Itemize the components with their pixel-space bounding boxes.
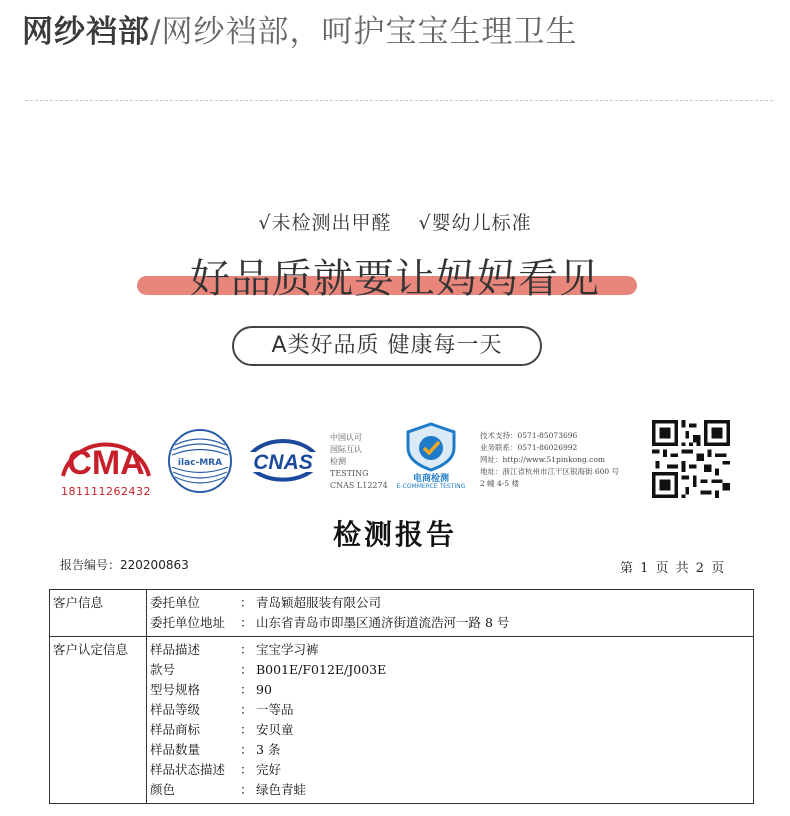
table-row xyxy=(50,590,754,637)
sample-section-label: 客户认定信息 xyxy=(50,637,147,804)
accred-line: CNAS L12274 xyxy=(330,481,388,490)
field-value: 3 条 xyxy=(256,742,281,757)
check-formaldehyde: √未检测出甲醛 xyxy=(258,212,392,234)
field-key: 样品描述 xyxy=(150,642,201,657)
field-row xyxy=(150,780,750,800)
header-subtitle: 网纱裆部，呵护宝宝生理卫生 xyxy=(161,14,578,50)
field-value: 青岛颖超服装有限公司 xyxy=(256,595,382,610)
certification-logos xyxy=(0,420,790,500)
check-infant-standard: √婴幼儿标准 xyxy=(418,212,532,234)
shield-check-icon xyxy=(398,422,464,472)
field-colon: ： xyxy=(240,782,253,797)
accred-line: TESTING xyxy=(330,469,369,478)
field-row xyxy=(150,760,750,780)
accred-line: 中国认可 xyxy=(330,433,362,442)
field-row xyxy=(150,740,750,760)
field-value: 宝宝学习裤 xyxy=(256,642,319,657)
field-row xyxy=(150,660,750,680)
field-key: 委托单位地址 xyxy=(150,615,226,630)
field-key: 样品商标 xyxy=(150,722,201,737)
report-table xyxy=(49,589,754,804)
field-key: 样品数量 xyxy=(150,742,201,757)
contact-line: 网址：http://www.51pinkong.com xyxy=(480,455,605,464)
field-value: 一等品 xyxy=(256,702,294,717)
field-key: 委托单位 xyxy=(150,595,201,610)
field-colon: ： xyxy=(240,702,253,717)
field-colon: ： xyxy=(240,682,253,697)
field-value: 山东省青岛市即墨区通济街道流浩河一路 8 号 xyxy=(256,615,510,630)
contact-line: 技术支持：0571-85073696 xyxy=(480,431,578,440)
accred-line: 国际互认 xyxy=(330,445,362,454)
field-row xyxy=(150,640,750,660)
cma-emblem-icon xyxy=(55,430,157,482)
field-key: 款号 xyxy=(150,662,176,677)
field-row xyxy=(150,700,750,720)
report-number-value: 220200863 xyxy=(120,558,189,572)
quality-pill: A类好品质 健康每一天 xyxy=(232,326,542,366)
ilac-mra-icon xyxy=(167,428,233,494)
report-title: 检测报告 xyxy=(332,518,457,551)
report-number xyxy=(60,556,189,573)
table-row xyxy=(50,637,754,804)
field-value: 绿色青蛙 xyxy=(256,782,307,797)
cma-text: CMA xyxy=(67,444,145,482)
header-separator: / xyxy=(150,14,162,50)
qr-code-icon xyxy=(652,420,730,498)
sample-fields xyxy=(147,637,754,804)
field-row xyxy=(150,720,750,740)
field-colon: ： xyxy=(240,595,253,610)
field-value: 完好 xyxy=(256,762,282,777)
contact-line: 业务联系：0571-86026992 xyxy=(480,443,578,452)
field-row xyxy=(150,680,750,700)
header-bold-text: 网纱裆部 xyxy=(22,14,150,50)
contact-info xyxy=(480,430,619,490)
field-value: 90 xyxy=(256,682,272,697)
client-fields xyxy=(147,590,754,637)
accred-line: 检测 xyxy=(330,457,346,466)
field-row xyxy=(150,593,750,613)
cma-logo xyxy=(55,430,157,498)
field-colon: ： xyxy=(240,615,253,630)
field-colon: ： xyxy=(240,662,253,677)
field-value: B001E/F012E/J003E xyxy=(256,662,387,677)
feature-checks xyxy=(0,208,790,235)
field-key: 样品等级 xyxy=(150,702,201,717)
ilac-text: ilac-MRA xyxy=(177,458,223,468)
cnas-icon xyxy=(243,430,323,490)
page-header xyxy=(22,6,577,51)
page-indicator: 第 1 页 共 2 页 xyxy=(620,561,725,576)
cma-number: 181111262432 xyxy=(61,485,151,498)
field-colon: ： xyxy=(240,762,253,777)
dashed-divider xyxy=(25,100,773,101)
field-key: 颜色 xyxy=(150,782,176,797)
field-colon: ： xyxy=(240,722,253,737)
field-colon: ： xyxy=(240,742,253,757)
field-row xyxy=(150,613,750,633)
contact-line: 地址：浙江省杭州市江干区银海街 600 号 xyxy=(480,467,620,476)
contact-line: 2 幢 4-5 楼 xyxy=(480,479,520,488)
client-section-label: 客户信息 xyxy=(50,590,147,637)
ecom-label: 电商检测 xyxy=(412,474,449,484)
ecom-sublabel: E-COMMERCE TESTING xyxy=(396,483,466,490)
field-value: 安贝童 xyxy=(256,722,294,737)
slogan: 好品质就要让妈妈看见 xyxy=(190,256,600,302)
report-number-label: 报告编号： xyxy=(60,558,121,572)
accreditation-text xyxy=(330,432,388,492)
cnas-text: CNAS xyxy=(253,451,313,474)
ecommerce-testing-logo xyxy=(398,422,464,492)
field-colon: ： xyxy=(240,642,253,657)
field-key: 样品状态描述 xyxy=(150,762,226,777)
field-key: 型号规格 xyxy=(150,682,201,697)
